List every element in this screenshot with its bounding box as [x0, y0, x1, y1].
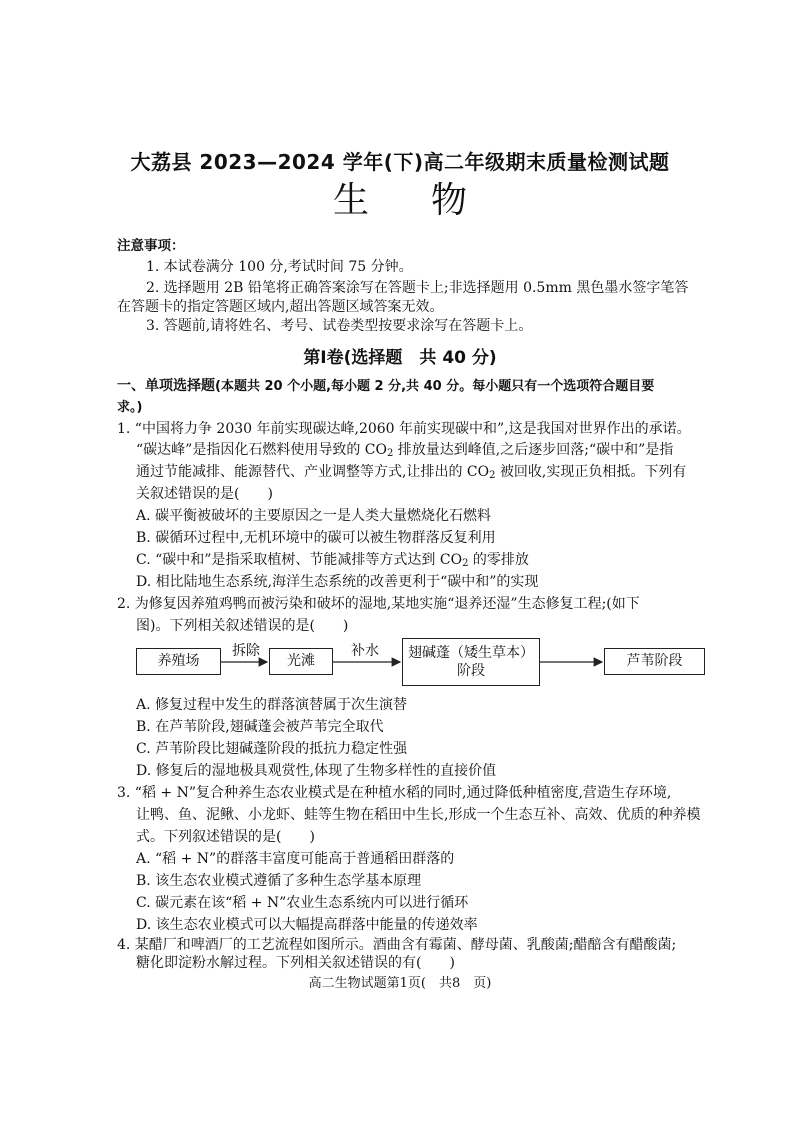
q3-option-d: D. 该生态农业模式可以大幅提高群落中能量的传递效率	[136, 917, 478, 933]
q1-option-b: B. 碳循环过程中,无机环境中的碳可以被生物群落反复利用	[136, 530, 496, 546]
q1-option-a: A. 碳平衡被破坏的主要原因之一是人类大量燃烧化石燃料	[136, 508, 492, 524]
notice-item-1: 1. 本试卷满分 100 分,考试时间 75 分钟。	[146, 259, 413, 275]
q2-option-b: B. 在芦苇阶段,翅碱蓬会被芦苇完全取代	[136, 719, 384, 735]
flow-box-mudflat: 光滩	[269, 648, 333, 675]
flow-label-water: 补水	[351, 643, 379, 659]
restoration-flow-diagram	[136, 638, 706, 688]
notice-heading: 注意事项：	[117, 238, 185, 254]
section-note-line-1: (本题共 20 个小题,每小题 2 分,共 40 分。每小题只有一个选项符合题目要	[215, 379, 655, 394]
q1-option-d: D. 相比陆地生态系统,海洋生态系统的改善更利于“碳中和”的实现	[136, 574, 539, 590]
page-footer: 高二生物试题第1页( 共8 页)	[308, 976, 492, 991]
q1-stem-line-4: 关叙述错误的是( )	[136, 486, 273, 502]
q3-stem-line-1: 3. “稻 + N”复合种养生态农业模式是在种植水稻的同时,通过降低种植密度,营造生存环境,	[117, 785, 672, 801]
q2-option-d: D. 修复后的湿地极具观赏性,体现了生物多样性的直接价值	[136, 763, 497, 779]
q1-stem-line-2: “碳达峰”是指因化石燃料使用导致的 $CO_2$ 排放量达到峰值,之后逐步回落;“碳中和”是指	[136, 442, 674, 459]
q2-option-a: A. 修复过程中发生的群落演替属于次生演替	[136, 697, 408, 713]
notice-item-2-line-2: 在答题卡的指定答题区域内,超出答题区域答案无效。	[117, 299, 444, 315]
subject-title: 生物	[332, 180, 529, 221]
notice-item-2-line-1: 2. 选择题用 2B 铅笔将正确答案涂写在答题卡上;非选择题用 0.5mm 黑色墨水签字笔答	[146, 280, 689, 296]
exam-title: 大荔县 2023—2024 学年(下)高二年级期末质量检测试题	[130, 150, 670, 174]
part-one-title: 第Ⅰ卷(选择题 共 40 分)	[303, 348, 497, 368]
flow-box-suaeda	[402, 638, 540, 686]
q4-stem-line-2: 糖化即淀粉水解过程。下列相关叙述错误的有( )	[136, 955, 455, 971]
flow-label-demolish: 拆除	[232, 643, 260, 659]
q1-stem-line-1: 1. “中国将力争 2030 年前实现碳达峰,2060 年前实现碳中和”,这是我国对世界作出的承诺。	[117, 421, 691, 437]
q3-stem-line-3: 式。下列叙述错误的是( )	[136, 829, 315, 845]
flow-box-suaeda-line-2: 阶段	[457, 663, 485, 679]
q1-option-c: C. “碳中和”是指采取植树、节能减排等方式达到 $CO_2$ 的零排放	[136, 552, 529, 569]
section-note-line-2: 求。)	[117, 400, 143, 415]
flow-box-farm: 养殖场	[136, 648, 221, 675]
section-title: 一、单项选择题	[117, 378, 215, 394]
q2-stem-line-1: 2. 为修复因养殖鸡鸭而被污染和破坏的湿地,某地实施“退养还湿”生态修复工程;(如下	[117, 596, 640, 612]
q3-option-b: B. 该生态农业模式遵循了多种生态学基本原理	[136, 873, 422, 889]
q3-option-a: A. “稻 + N”的群落丰富度可能高于普通稻田群落的	[136, 851, 455, 867]
q2-stem-line-2: 图)。下列相关叙述错误的是( )	[136, 618, 349, 634]
q1-stem-line-3: 通过节能减排、能源替代、产业调整等方式,让排出的 $CO_2$ 被回收,实现正负相抵。下列有	[136, 464, 687, 481]
q4-stem-line-1: 4. 某醋厂和啤酒厂的工艺流程如图所示。酒曲含有霉菌、酵母菌、乳酸菌;醋醅含有醋酸菌;	[117, 937, 677, 953]
section-heading	[117, 378, 654, 395]
flow-box-suaeda-line-1: 翅碱蓬（矮生草本）	[408, 645, 534, 661]
flow-box-reed: 芦苇阶段	[604, 648, 705, 675]
q2-option-c: C. 芦苇阶段比翅碱蓬阶段的抵抗力稳定性强	[136, 741, 408, 757]
q3-stem-line-2: 让鸭、鱼、泥鳅、小龙虾、蛙等生物在稻田中生长,形成一个生态互补、高效、优质的种养模	[136, 807, 701, 823]
q3-option-c: C. 碳元素在该“稻 + N”农业生态系统内可以进行循环	[136, 895, 469, 911]
notice-item-3: 3. 答题前,请将姓名、考号、试卷类型按要求涂写在答题卡上。	[146, 318, 533, 334]
